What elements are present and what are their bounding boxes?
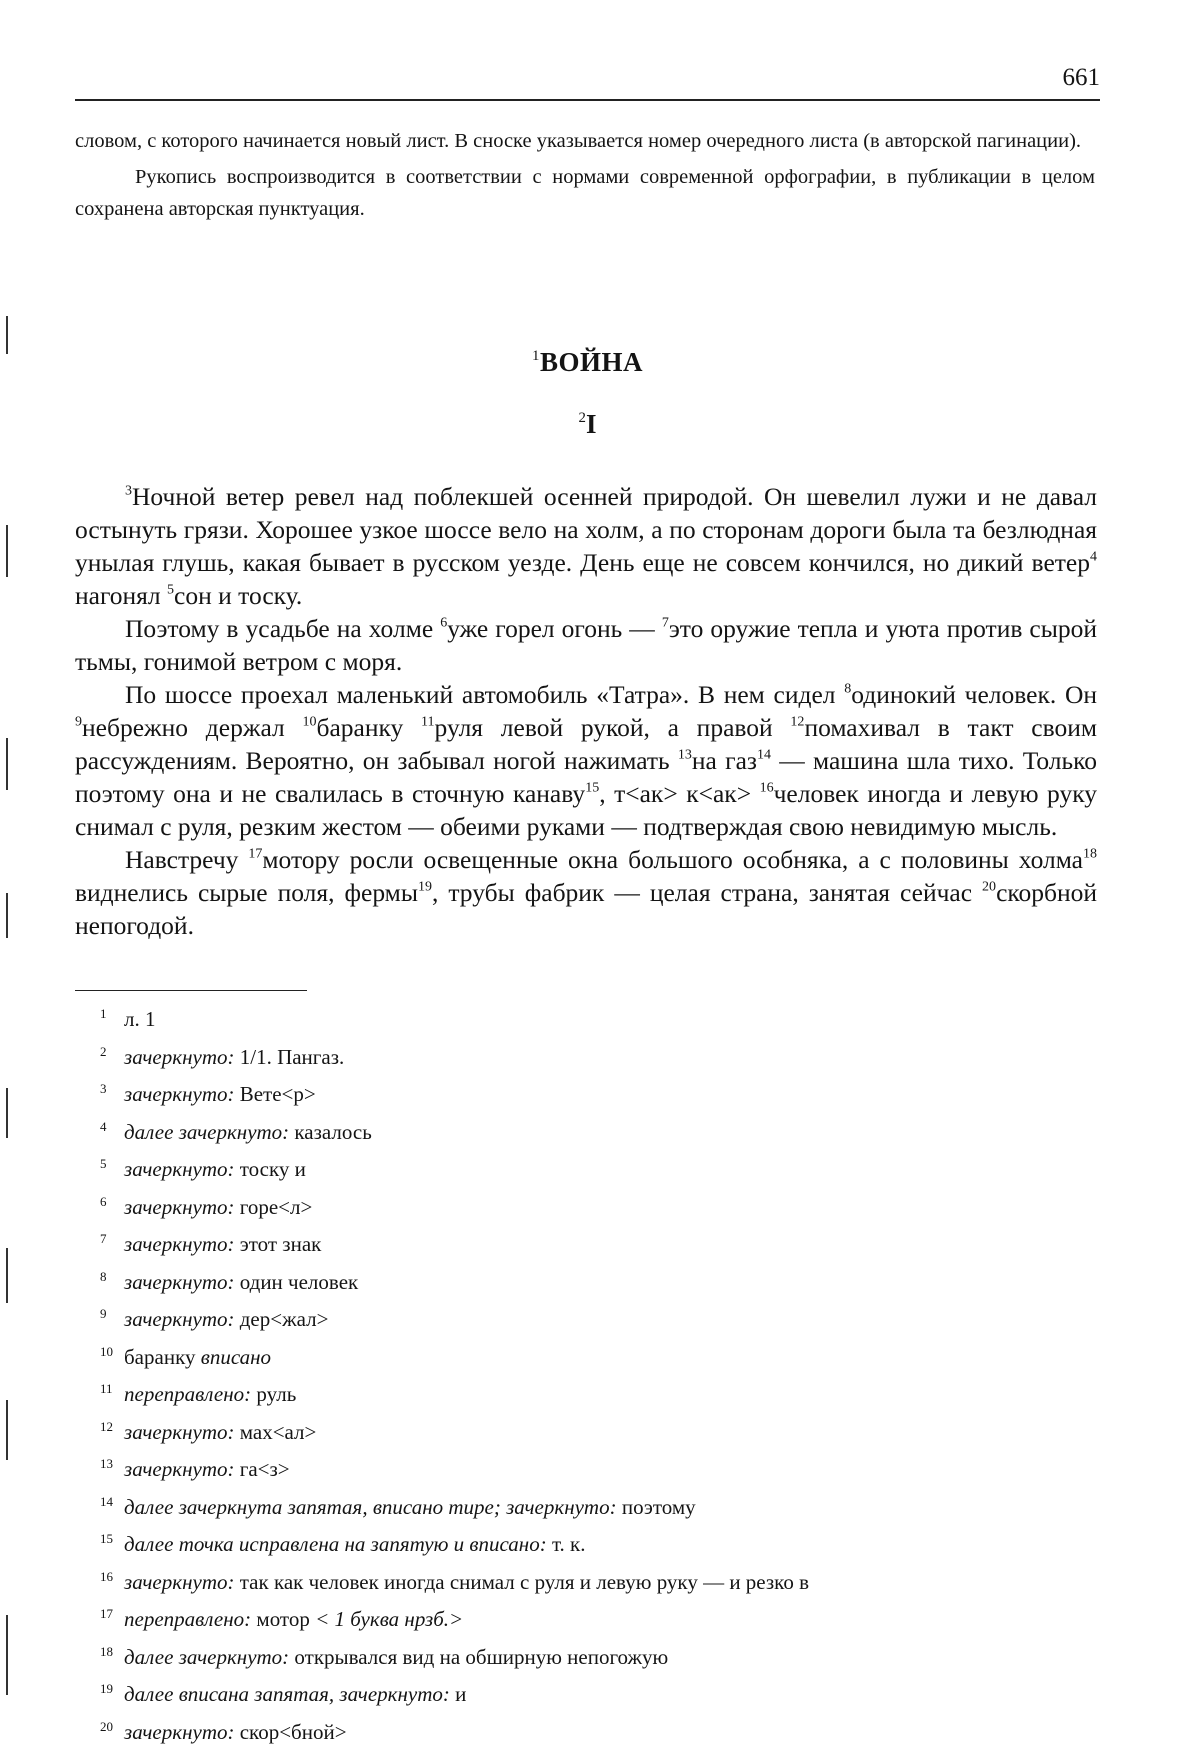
footnote — [100, 1111, 1100, 1149]
footnote — [100, 1411, 1100, 1449]
footnote-editorial-note: зачеркнуто: — [124, 1082, 235, 1106]
body-text: Навстречу — [125, 845, 249, 874]
body-text: мотору росли освещенные окна большого особняка, а с половины холма — [262, 845, 1083, 874]
footnote-marker: 19 — [417, 879, 432, 895]
body-paragraph — [75, 480, 1097, 612]
footnote-marker: 14 — [756, 747, 771, 763]
footnote-marker: 16 — [759, 780, 774, 796]
footnote-text: 1/1. Пангаз. — [234, 1044, 345, 1069]
margin-mark — [6, 316, 8, 354]
footnote — [100, 1336, 1100, 1374]
footnote-text: этот знак — [234, 1232, 322, 1256]
footnote-text: так как человек иногда снимал с руля и левую руку — и резко в — [234, 1569, 809, 1594]
footnote-text: т. к. — [546, 1532, 586, 1556]
footnote-number: 20 — [100, 1718, 113, 1734]
body-text: , т<ак> к<ак> — [599, 779, 760, 808]
body-text: это оружие тепла и уюта против сырой тьмы, гонимой ветром с моря. — [75, 614, 1098, 676]
footnote-rule — [75, 990, 307, 991]
footnote-marker: 3 — [125, 483, 133, 499]
footnote-marker: 9 — [75, 714, 83, 730]
footnotes — [100, 998, 1100, 1748]
footnote-marker: 7 — [661, 615, 669, 631]
footnote-text: открывался вид на обширную непогожую — [289, 1644, 669, 1669]
intro-paragraph-2: Рукопись воспроизводится в соответствии с нормами современной орфографии, в публикации в целом сохранена авторская пунктуация. — [75, 166, 1095, 220]
footnote-editorial-note: зачеркнуто: — [124, 1719, 235, 1744]
footnote-marker: 20 — [982, 879, 997, 895]
footnote-text: мотор — [251, 1607, 316, 1631]
footnote — [100, 1486, 1100, 1524]
footnote-number: 18 — [100, 1643, 113, 1659]
footnote-text: дер<жал> — [234, 1307, 329, 1331]
footnote — [100, 1561, 1100, 1599]
footnote-number: 16 — [100, 1568, 113, 1584]
margin-mark — [6, 893, 8, 938]
body-text: одинокий человек. Он — [851, 680, 1098, 709]
footnote-number: 10 — [100, 1343, 113, 1359]
footnote — [100, 1036, 1100, 1074]
footnote — [100, 1598, 1100, 1636]
footnote-text: скор<бной> — [234, 1719, 347, 1744]
body-text: баранку — [316, 713, 422, 742]
body-text: руля левой рукой, а правой — [434, 713, 791, 742]
margin-mark — [6, 525, 8, 577]
body-text: скорбной непогодой. — [75, 878, 1097, 940]
intro-paragraph-1: словом, с которого начинается новый лист. В сноске указывается номер очередного листа (в авторской пагинации). — [75, 130, 1082, 152]
footnote-marker: 18 — [1083, 846, 1098, 862]
footnote-marker: 4 — [1089, 549, 1097, 565]
footnote-number: 19 — [100, 1681, 113, 1696]
footnote-marker: 13 — [677, 747, 692, 763]
footnote-number: 14 — [100, 1493, 113, 1509]
intro-text — [75, 125, 1095, 225]
chapter-number: I — [585, 409, 597, 439]
title-note-marker: 1 — [532, 347, 540, 364]
footnote-number: 9 — [100, 1306, 107, 1321]
footnote-editorial-note: вписано — [200, 1344, 272, 1369]
footnote-editorial-note: < 1 буква нрзб.> — [315, 1607, 464, 1631]
footnote-editorial-note: далее точка исправлена на запятую и вписано: — [124, 1532, 547, 1556]
footnote-editorial-note: зачеркнуто: — [124, 1194, 235, 1219]
footnote-number: 12 — [100, 1418, 113, 1434]
footnote — [100, 1148, 1100, 1186]
footnote-number: 8 — [100, 1268, 107, 1284]
footnote-number: 15 — [100, 1531, 113, 1546]
footnote-editorial-note: зачеркнуто: — [124, 1307, 235, 1331]
body-text: Ночной ветер ревел над поблекшей осенней природой. Он шевелил лужи и не давал остынуть грязи. Хорошее узкое шоссе вело на холм, а по сторонам дороги была та безлюдная унылая глушь, какая бывает в русском уезде. День еще не совсем кончился, но дикий ветер — [75, 482, 1097, 577]
main-text — [75, 480, 1097, 942]
body-paragraph — [75, 678, 1097, 843]
footnote-text: и — [449, 1682, 467, 1706]
footnote-number: 3 — [100, 1081, 107, 1096]
footnote-number: 7 — [100, 1231, 107, 1246]
chapter-note-marker: 2 — [578, 409, 586, 426]
footnote-marker: 5 — [167, 582, 175, 598]
footnote — [100, 1711, 1100, 1749]
footnote-number: 5 — [100, 1156, 107, 1171]
footnote-marker: 12 — [790, 714, 805, 730]
footnote-text: га<з> — [234, 1457, 290, 1481]
body-text: , трубы фабрик — целая страна, занятая сейчас — [431, 878, 983, 907]
footnote-editorial-note: зачеркнуто: — [124, 1419, 235, 1444]
footnote-editorial-note: зачеркнуто: — [124, 1457, 235, 1481]
chapter-heading — [75, 409, 1100, 440]
page-title — [75, 347, 1100, 378]
footnote-text: баранку — [124, 1344, 201, 1369]
page-number: 661 — [1062, 64, 1100, 91]
footnote-number: 13 — [100, 1456, 113, 1471]
margin-mark — [6, 738, 8, 790]
body-text: виднелись сырые поля, фермы — [75, 878, 418, 907]
footnote-editorial-note: переправлено: — [124, 1607, 252, 1631]
title-text: ВОЙНА — [539, 347, 643, 377]
footnote-marker: 11 — [421, 714, 435, 730]
footnote-editorial-note: далее вписана запятая, зачеркнуто: — [124, 1682, 450, 1706]
body-text: сон и тоску. — [174, 581, 303, 610]
footnote-marker: 6 — [440, 615, 448, 631]
footnote — [100, 1261, 1100, 1299]
footnote — [100, 1448, 1100, 1486]
footnote — [100, 1636, 1100, 1674]
footnote — [100, 1073, 1100, 1111]
body-paragraph — [75, 843, 1097, 942]
body-text: Поэтому в усадьбе на холме — [125, 614, 441, 643]
footnote — [100, 1298, 1100, 1336]
body-text: на газ — [691, 746, 757, 775]
footnote-text: л. 1 — [124, 1007, 156, 1031]
header-rule — [75, 99, 1100, 101]
footnote-text: Вете<р> — [234, 1082, 316, 1106]
footnote-text: поэтому — [616, 1494, 696, 1519]
margin-mark — [6, 1615, 8, 1695]
footnote-text: казалось — [289, 1119, 372, 1144]
footnote-number: 2 — [100, 1043, 107, 1059]
footnote-text: тоску и — [234, 1157, 306, 1181]
margin-mark — [6, 1400, 8, 1460]
footnote-text: руль — [251, 1382, 297, 1406]
footnote-editorial-note: далее зачеркнуто: — [124, 1119, 290, 1144]
footnote-editorial-note: переправлено: — [124, 1382, 252, 1406]
body-text: уже горел огонь — — [447, 614, 662, 643]
footnote-text: один человек — [234, 1269, 359, 1294]
footnote-number: 11 — [100, 1381, 113, 1396]
footnote-text: горе<л> — [234, 1194, 313, 1219]
footnote-editorial-note: зачеркнуто: — [124, 1232, 235, 1256]
body-text: небрежно держал — [82, 713, 303, 742]
body-text: человек иногда и левую руку снимал с руля, резким жестом — обеими руками — подтверждая свою невидимую мысль. — [75, 779, 1097, 841]
margin-mark — [6, 1088, 8, 1138]
footnote-marker: 17 — [248, 846, 263, 862]
footnote-number: 4 — [100, 1118, 107, 1134]
footnote-number: 1 — [100, 1006, 107, 1021]
footnote-editorial-note: далее зачеркнуто: — [124, 1644, 290, 1669]
footnote-number: 17 — [100, 1606, 113, 1621]
footnote — [100, 1523, 1100, 1561]
footnote-text: мах<ал> — [234, 1419, 317, 1444]
footnote-editorial-note: далее зачеркнута запятая, вписано тире; зачеркнуто: — [124, 1494, 617, 1519]
footnote-marker: 8 — [844, 681, 852, 697]
body-text: нагонял — [75, 581, 168, 610]
margin-mark — [6, 1248, 8, 1303]
footnote — [100, 1673, 1100, 1711]
body-text: — машина шла тихо. Только поэтому она и не свалилась в сточную канаву — [75, 746, 1097, 808]
footnote-editorial-note: зачеркнуто: — [124, 1269, 235, 1294]
footnote-number: 6 — [100, 1193, 107, 1209]
footnote-marker: 15 — [585, 780, 600, 796]
footnote-marker: 10 — [302, 714, 317, 730]
footnote-editorial-note: зачеркнуто: — [124, 1157, 235, 1181]
footnote — [100, 1373, 1100, 1411]
body-text: По шоссе проехал маленький автомобиль «Татра». В нем сидел — [125, 680, 845, 709]
footnote-editorial-note: зачеркнуто: — [124, 1569, 235, 1594]
footnote — [100, 1186, 1100, 1224]
footnote — [100, 998, 1100, 1036]
footnote — [100, 1223, 1100, 1261]
body-paragraph — [75, 612, 1097, 678]
footnote-editorial-note: зачеркнуто: — [124, 1044, 235, 1069]
body-text: помахивал в такт своим рассуждениям. Вероятно, он забывал ногой нажимать — [75, 713, 1097, 775]
